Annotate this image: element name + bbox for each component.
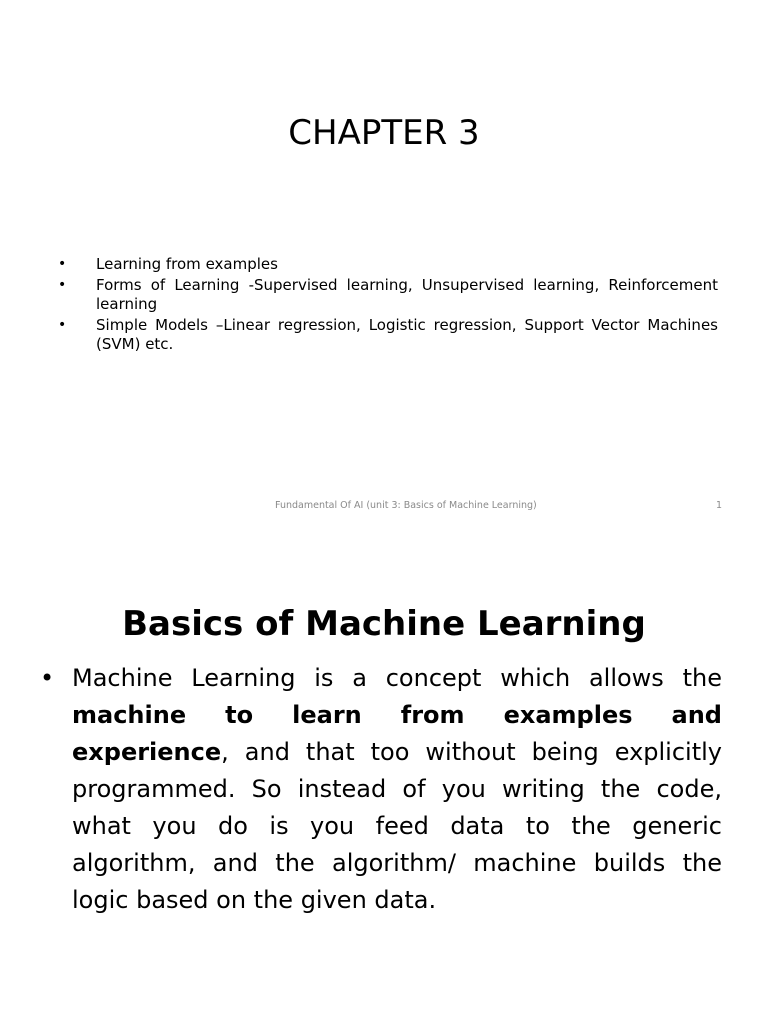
chapter-title: CHAPTER 3 xyxy=(288,112,480,153)
slide-footer xyxy=(0,500,768,514)
slide-basics-ml xyxy=(0,528,768,1024)
slide-title: Basics of Machine Learning xyxy=(122,604,646,645)
text-bold: machine to learn from examples and experience xyxy=(72,701,722,766)
bullet-icon: • xyxy=(58,277,67,293)
list-item-text: Forms of Learning -Supervised learning, Unsupervised learning, Reinforcement learning xyxy=(96,276,718,313)
bullet-icon: • xyxy=(40,664,55,692)
content-list xyxy=(40,660,722,919)
list-item-text: Simple Models –Linear regression, Logistic regression, Support Vector Machines (SVM) etc. xyxy=(96,316,718,353)
list-item xyxy=(58,316,718,354)
footer-text: Fundamental Of AI (unit 3: Basics of Machine Learning) xyxy=(275,500,537,511)
list-item xyxy=(40,660,722,919)
list-item-text: Learning from examples xyxy=(96,255,278,273)
bullet-icon: • xyxy=(58,317,67,333)
text-part-2: , and that too without being explicitly programmed. So instead of you writing the code, what you do is you feed data to the generic algorithm, and the algorithm/ machine builds the logic based on the given data. xyxy=(72,738,722,914)
bullet-icon: • xyxy=(58,256,67,272)
text-part-1: Machine Learning is a concept which allows the xyxy=(72,664,722,692)
topic-list xyxy=(58,255,718,356)
list-item xyxy=(58,276,718,314)
page-number: 1 xyxy=(715,500,722,511)
list-item xyxy=(58,255,718,274)
